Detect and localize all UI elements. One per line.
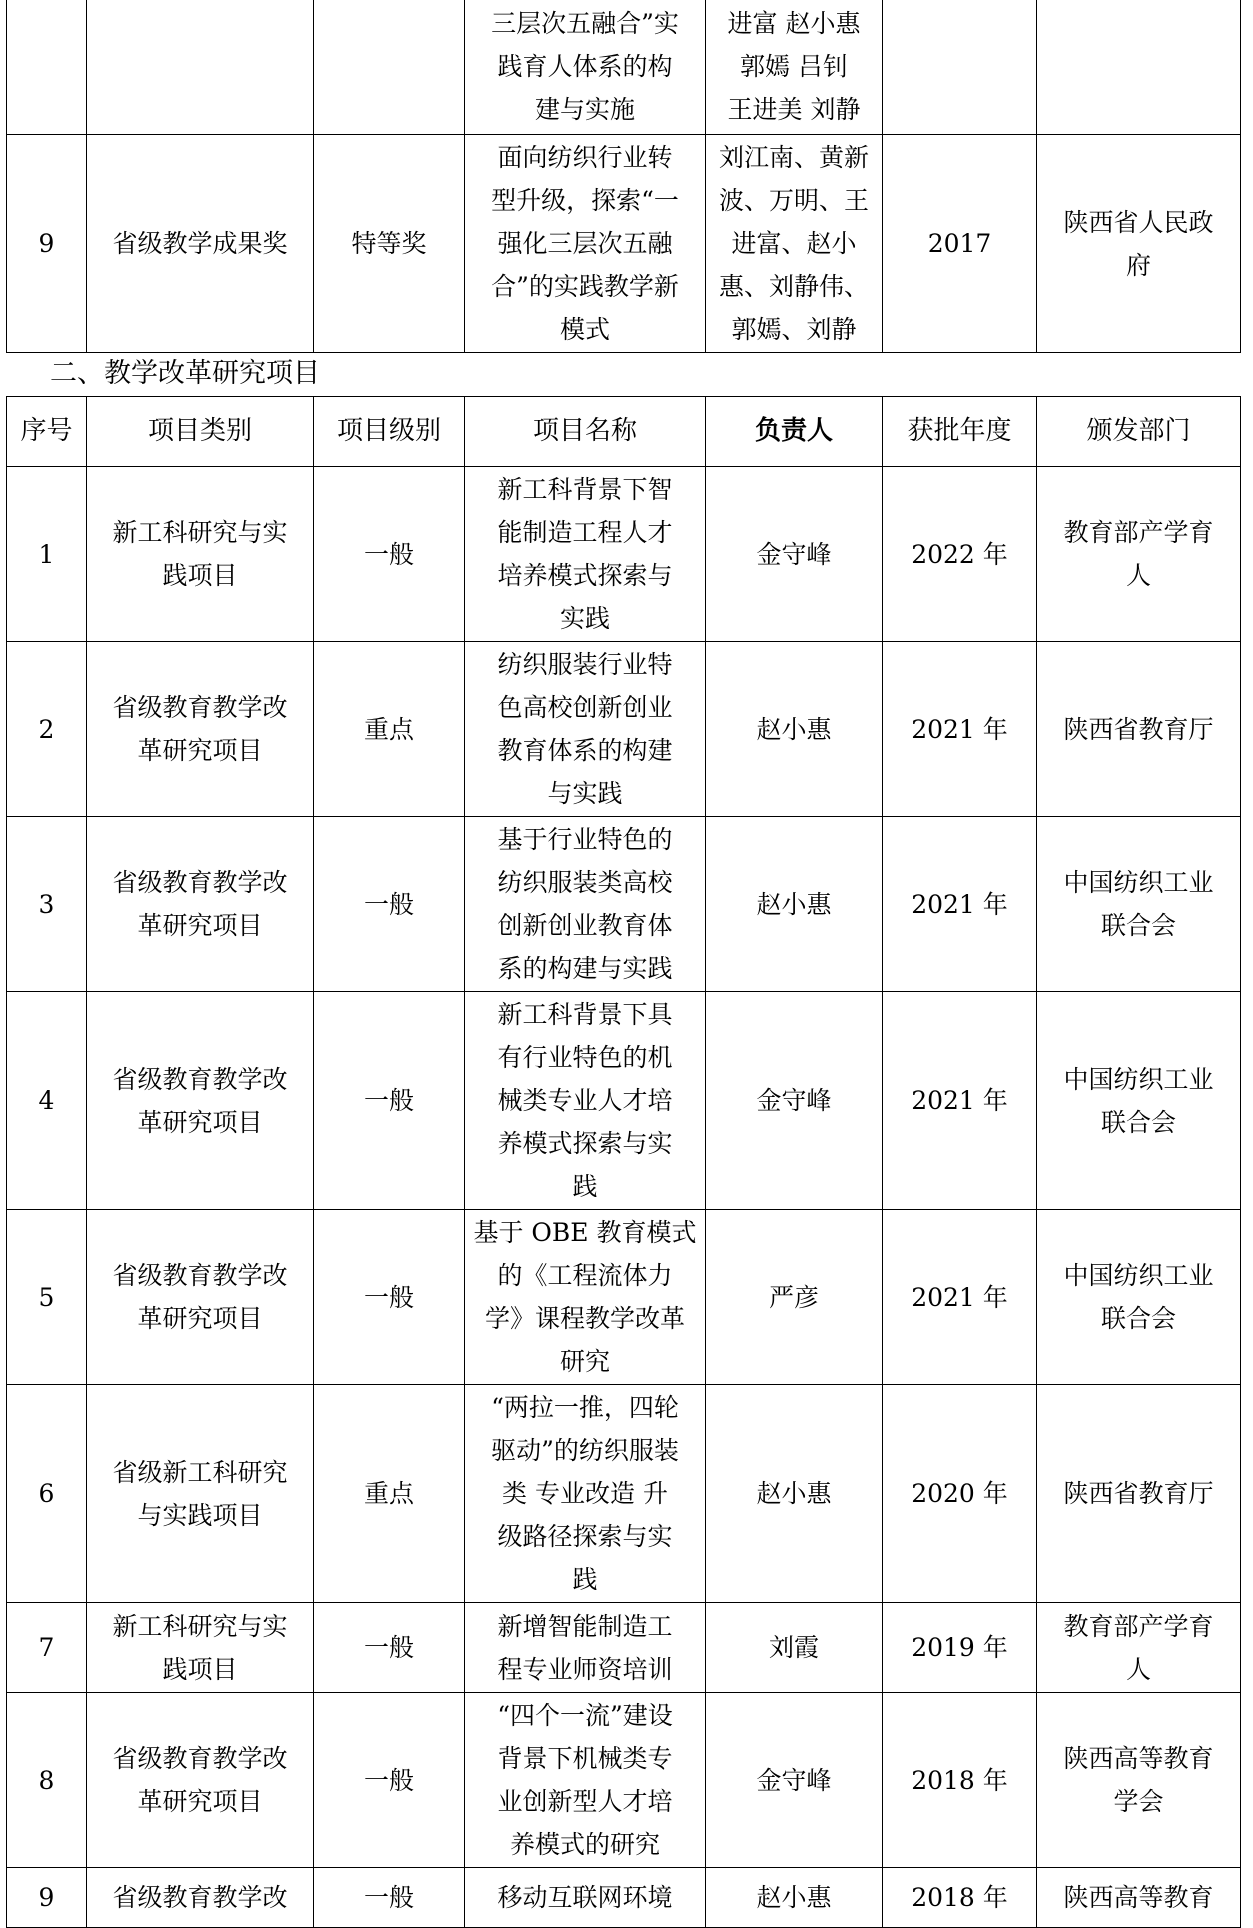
cell-year: 2021 年 bbox=[883, 642, 1037, 817]
cell-name: 新增智能制造工 程专业师资培训 bbox=[465, 1603, 706, 1693]
cell-category: 省级教学成果奖 bbox=[87, 135, 314, 353]
cell-year: 2021 年 bbox=[883, 817, 1037, 992]
table-row bbox=[7, 642, 1241, 817]
cell-dept: 中国纺织工业 联合会 bbox=[1037, 992, 1241, 1210]
cell-name: 新工科背景下具 有行业特色的机 械类专业人才培 养模式探索与实 践 bbox=[465, 992, 706, 1210]
table-row bbox=[7, 135, 1241, 353]
awards-table-continued bbox=[6, 0, 1241, 353]
section-heading: 二、教学改革研究项目 bbox=[50, 358, 320, 389]
cell-year: 2021 年 bbox=[883, 992, 1037, 1210]
cell-level: 特等奖 bbox=[314, 135, 465, 353]
cell-person: 进富 赵小惠 郭嫣 吕钊 王进美 刘静 bbox=[706, 0, 883, 135]
cell-dept bbox=[1037, 0, 1241, 135]
header-level: 项目级别 bbox=[314, 397, 465, 467]
cell-person: 刘霞 bbox=[706, 1603, 883, 1693]
cell-person: 赵小惠 bbox=[706, 1868, 883, 1928]
cell-name: “四个一流”建设 背景下机械类专 业创新型人才培 养模式的研究 bbox=[465, 1693, 706, 1868]
cell-no: 6 bbox=[7, 1385, 87, 1603]
cell-no: 8 bbox=[7, 1693, 87, 1868]
cell-category bbox=[87, 0, 314, 135]
header-person: 负责人 bbox=[706, 397, 883, 467]
cell-person: 金守峰 bbox=[706, 1693, 883, 1868]
cell-year: 2017 bbox=[883, 135, 1037, 353]
table-row bbox=[7, 1868, 1241, 1928]
table-row bbox=[7, 0, 1241, 135]
header-no: 序号 bbox=[7, 397, 87, 467]
cell-category: 新工科研究与实 践项目 bbox=[87, 1603, 314, 1693]
header-name: 项目名称 bbox=[465, 397, 706, 467]
cell-dept: 中国纺织工业 联合会 bbox=[1037, 817, 1241, 992]
cell-category: 新工科研究与实 践项目 bbox=[87, 467, 314, 642]
cell-name: “两拉一推，四轮 驱动”的纺织服装 类 专业改造 升 级路径探索与实 践 bbox=[465, 1385, 706, 1603]
table-row bbox=[7, 1385, 1241, 1603]
cell-person: 刘江南、黄新 波、万明、王 进富、赵小 惠、刘静伟、 郭嫣、刘静 bbox=[706, 135, 883, 353]
cell-no: 1 bbox=[7, 467, 87, 642]
cell-level: 一般 bbox=[314, 467, 465, 642]
table-row bbox=[7, 467, 1241, 642]
header-category: 项目类别 bbox=[87, 397, 314, 467]
cell-category: 省级教育教学改 革研究项目 bbox=[87, 817, 314, 992]
cell-dept: 陕西省人民政 府 bbox=[1037, 135, 1241, 353]
teaching-reform-projects-table bbox=[6, 396, 1241, 1928]
cell-person: 赵小惠 bbox=[706, 1385, 883, 1603]
cell-name: 三层次五融合”实 践育人体系的构 建与实施 bbox=[465, 0, 706, 135]
cell-name: 面向纺织行业转 型升级，探索“一 强化三层次五融 合”的实践教学新 模式 bbox=[465, 135, 706, 353]
cell-year: 2018 年 bbox=[883, 1868, 1037, 1928]
cell-year: 2022 年 bbox=[883, 467, 1037, 642]
table-row bbox=[7, 817, 1241, 992]
cell-name: 移动互联网环境 bbox=[465, 1868, 706, 1928]
cell-person: 赵小惠 bbox=[706, 642, 883, 817]
cell-year: 2020 年 bbox=[883, 1385, 1037, 1603]
cell-name: 纺织服装行业特 色高校创新创业 教育体系的构建 与实践 bbox=[465, 642, 706, 817]
cell-name: 新工科背景下智 能制造工程人才 培养模式探索与 实践 bbox=[465, 467, 706, 642]
cell-category: 省级教育教学改 bbox=[87, 1868, 314, 1928]
cell-year: 2021 年 bbox=[883, 1210, 1037, 1385]
cell-category: 省级教育教学改 革研究项目 bbox=[87, 992, 314, 1210]
table-row bbox=[7, 1210, 1241, 1385]
cell-no: 9 bbox=[7, 1868, 87, 1928]
cell-year: 2019 年 bbox=[883, 1603, 1037, 1693]
cell-no: 9 bbox=[7, 135, 87, 353]
cell-person: 金守峰 bbox=[706, 992, 883, 1210]
cell-person: 赵小惠 bbox=[706, 817, 883, 992]
cell-level: 一般 bbox=[314, 1210, 465, 1385]
cell-level: 一般 bbox=[314, 1603, 465, 1693]
table-header-row bbox=[7, 397, 1241, 467]
table-row bbox=[7, 1693, 1241, 1868]
cell-name: 基于 OBE 教育模式 的《工程流体力 学》课程教学改革 研究 bbox=[465, 1210, 706, 1385]
cell-category: 省级教育教学改 革研究项目 bbox=[87, 1693, 314, 1868]
cell-dept: 陕西省教育厅 bbox=[1037, 642, 1241, 817]
cell-level: 一般 bbox=[314, 1868, 465, 1928]
cell-no bbox=[7, 0, 87, 135]
cell-year: 2018 年 bbox=[883, 1693, 1037, 1868]
cell-no: 3 bbox=[7, 817, 87, 992]
cell-level: 一般 bbox=[314, 992, 465, 1210]
table-row bbox=[7, 1603, 1241, 1693]
cell-dept: 中国纺织工业 联合会 bbox=[1037, 1210, 1241, 1385]
cell-person: 金守峰 bbox=[706, 467, 883, 642]
cell-category: 省级教育教学改 革研究项目 bbox=[87, 642, 314, 817]
cell-category: 省级新工科研究 与实践项目 bbox=[87, 1385, 314, 1603]
cell-dept: 陕西高等教育 bbox=[1037, 1868, 1241, 1928]
cell-no: 4 bbox=[7, 992, 87, 1210]
cell-dept: 教育部产学育 人 bbox=[1037, 467, 1241, 642]
table-row bbox=[7, 992, 1241, 1210]
cell-no: 2 bbox=[7, 642, 87, 817]
cell-no: 5 bbox=[7, 1210, 87, 1385]
cell-category: 省级教育教学改 革研究项目 bbox=[87, 1210, 314, 1385]
cell-no: 7 bbox=[7, 1603, 87, 1693]
cell-dept: 教育部产学育 人 bbox=[1037, 1603, 1241, 1693]
header-dept: 颁发部门 bbox=[1037, 397, 1241, 467]
cell-level: 重点 bbox=[314, 642, 465, 817]
cell-dept: 陕西省教育厅 bbox=[1037, 1385, 1241, 1603]
cell-name: 基于行业特色的 纺织服装类高校 创新创业教育体 系的构建与实践 bbox=[465, 817, 706, 992]
cell-dept: 陕西高等教育 学会 bbox=[1037, 1693, 1241, 1868]
cell-level: 一般 bbox=[314, 817, 465, 992]
cell-year bbox=[883, 0, 1037, 135]
cell-level: 一般 bbox=[314, 1693, 465, 1868]
cell-level bbox=[314, 0, 465, 135]
cell-person: 严彦 bbox=[706, 1210, 883, 1385]
header-year: 获批年度 bbox=[883, 397, 1037, 467]
cell-level: 重点 bbox=[314, 1385, 465, 1603]
